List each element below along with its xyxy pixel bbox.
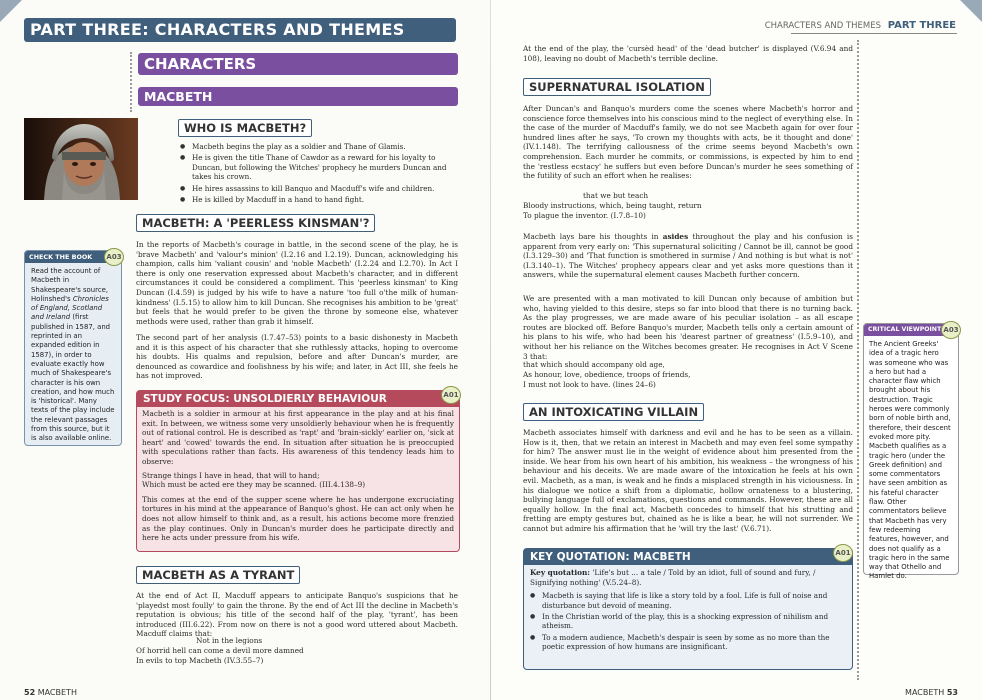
key-bullets [524, 591, 852, 651]
critical-badge: A03 [941, 321, 961, 339]
supernatural-quote-4: that which should accompany old age, [523, 360, 665, 369]
super-p2-bold: asides [662, 232, 689, 241]
key-bullet-3: ● To a modern audience, Macbeth's despair is seen by some as no more than the poetic expression of how humans are insignificant. [530, 633, 846, 652]
key-bullet-1: ● Macbeth is saying that life is like a story told by a fool. Life is full of noise and disturbance but devoid of meaning. [530, 591, 846, 610]
check-badge: A03 [104, 248, 124, 266]
tyrant-quote-1: Not in the legions [196, 636, 263, 645]
critical-viewpoint-text: The Ancient Greeks' idea of a tragic hero was someone who was a hero but had a character flaw which brought about his destruction. Tragic heroes were commonly born of noble birth and, therefore, their descent evoked more pity. Macbeth qualifies as a tragic hero (under the Greek definition) and some commentators have seen ambition as his fateful character flaw. Other commentators believe that Macbeth has very few redeeming features, however, and does not qualify as a tragic hero in the same way that Othello and Hamlet do. [869, 340, 951, 581]
supernatural-quote-1: that we but teach [583, 191, 649, 200]
footer-right-page-number: 53 [946, 688, 958, 697]
supernatural-paragraph-3: We are presented with a man motivated to kill Duncan only because of ambition but who, having yielded to this desire, steps so far into blood that there is no turning back. As the play progresses, we are made aware of his peculiar isolation – as all escape routes are blocked off. Before Banquo's murder, Macbeth tells only a certain amount of his plans to his wife, who had been his 'dearest partner of greatness' (I.5.9–10), and without her his reliance on the Witches becomes greater. He recognises in Act V Scene 3 that: [523, 294, 853, 361]
footer-left-title: MACBETH [37, 688, 77, 697]
who-bullet-2: ● He is given the title Thane of Cawdor as a reward for his loyalty to Duncan, but following the Witches' prophecy he murders Duncan and takes his crown. [180, 153, 460, 181]
check-text-post: (first published in 1587, and reprinted in an expanded edition in 1587), in order to evaluate exactly how much of Shakespeare's character is his own creation, and how much is 'historical'. Many texts of the play include the relevant passages from this source, but it is also available online. [31, 313, 115, 443]
macbeth-portrait [24, 118, 138, 200]
study-badge: A01 [441, 386, 461, 404]
who-bullets [180, 142, 460, 206]
right-intro: At the end of the play, the 'cursèd head' of the 'dead butcher' is displayed (V.6.94 and 108), leaving no doubt of Macbeth's terrible decline. [523, 44, 853, 63]
supernatural-quote-2: Bloody instructions, which, being taught, return [523, 201, 702, 210]
footer-right-title: MACBETH [905, 688, 945, 697]
villain-heading: AN INTOXICATING VILLAIN [523, 403, 704, 421]
corner-triangle-right [960, 0, 982, 22]
study-paragraph-2: This comes at the end of the supper scene where he has undergone excruciating tortures in his mind at the appearance of Banquo's ghost. He can act only when he does not allow himself to think and, as a result, his actions become more frenzied as the play continues. Only in Duncan's murder does he participate directly and here he acts under pressure from his wife. [142, 494, 454, 543]
section-title: CHARACTERS [138, 53, 458, 75]
tyrant-heading: MACBETH AS A TYRANT [136, 566, 300, 584]
villain-paragraph: Macbeth associates himself with darkness and evil and he has to be seen as a villain. How is it, then, that we retain an interest in Macbeth and may even feel some sympathy for him? The answer must lie in the weight of evidence about him presented from the inside. We hear from his own heart of his ambition, his weakness – the wrongness of his behaviour and his deceits. We are made aware of the intoxication he feels at his own evil. Macbeth, as a man, is weak and he finds a misplaced strength in his viciousness. In his dialogue we notice a shift from a diplomatic, hollow ornateness to a blustering, bullying language full of exclamations, questions and commands. However, these are all equally hollow. In the final act, Macbeth concedes to himself that his strutting and fretting are empty gestures but, chained as he is like a bear, he will not surrender. We cannot but admire his affirmation that he 'will try the last' (V.6.71). [523, 428, 853, 533]
footer-left-page-number: 52 [24, 688, 36, 697]
study-quote-1: Strange things I have in head, that will to hand; [142, 470, 320, 480]
check-the-book-text [25, 263, 121, 448]
tyrant-quote-2: Of horrid hell can come a devil more damned [136, 646, 304, 655]
key-quotation-box [523, 548, 853, 670]
supernatural-paragraph-2 [523, 232, 853, 280]
study-quote-2: Which must be acted ere they may be scanned. (III.4.138–9) [142, 480, 366, 490]
tyrant-quote-3: In evils to top Macbeth (IV.3.55–7) [136, 656, 264, 665]
supernatural-quote-6: I must not look to have. (lines 24–6) [523, 380, 656, 389]
dotted-rule-right [857, 40, 859, 680]
study-paragraph-1: Macbeth is a soldier in armour at his first appearance in the play and at his final exit. In between, we witness some very unsoldierly behaviour when he is frequently out of rational control. He is described as 'rapt' and 'brain-sickly' earlier on, 'sick at heart' and 'cowed' towards the end. In situation after situation he is preoccupied with speculations rather than facts. His awareness of this tendency leads him to observe: [142, 409, 454, 466]
who-heading: WHO IS MACBETH? [178, 119, 312, 137]
character-title: MACBETH [138, 87, 458, 106]
check-the-book-box [24, 250, 122, 446]
part-title: PART THREE: CHARACTERS AND THEMES [24, 18, 456, 42]
key-badge: A01 [833, 544, 853, 562]
check-the-book-head: CHECK THE BOOK [25, 251, 121, 263]
right-page [491, 0, 982, 700]
who-bullet-4: ● He is killed by Macduff in a hand to hand fight. [180, 195, 460, 204]
supernatural-quote-3: To plague the inventor. (I.7.8–10) [523, 211, 646, 220]
kinsman-heading: MACBETH: A 'PEERLESS KINSMAN'? [136, 214, 375, 232]
key-bullet-2: ● In the Christian world of the play, this is a shocking expression of nihilism and atheism. [530, 612, 846, 631]
super-p2-pre: Macbeth lays bare his thoughts in [523, 232, 663, 241]
supernatural-heading: SUPERNATURAL ISOLATION [523, 78, 711, 96]
key-quotation-label: Key quotation: [530, 568, 590, 577]
running-head [765, 20, 956, 31]
supernatural-paragraph-1: After Duncan's and Banquo's murders come the scenes where Macbeth's horror and conscience force themselves into his conscious mind to the neglect of everything else. In the case of the murder of Macduff's family, we do not see Macbeth again for over four hundred lines after he says, 'To crown my thoughts with acts, be it thought and done' (IV.1.148). The terrifying callousness of the crime seems beyond Macbeth's own comprehension. Each murder he commits, or commissions, is expected by him to end the 'restless ecstacy' he suffers but even before Duncan's murder he sees something of the futility of such an effort when he realises: [523, 104, 853, 181]
kinsman-paragraph-2: The second part of her analysis (I.7.47–53) points to a basic dishonesty in Macbeth and it is this aspect of his character that she ruthlessly attacks, hoping to overcome his doubts. His qualms and repulsion, before and after Duncan's murder, are denounced as cowardice and foolishness by his wife; and later, in Act III, she feels he has not improved. [136, 333, 458, 381]
super-p2-post: throughout the play and his confusion is apparent from very early on: 'This supernatural soliciting / Cannot be ill, cannot be good (I.3.129–30) and 'That function is smothered in surmise / And nothing is but what is not' (I.3.140–1). The Witches' prophecy appears clear and yet asks more questions than it answers, while the supernatural element causes Macbeth further concern. [523, 232, 853, 280]
key-quotation-head: KEY QUOTATION: MACBETH [524, 549, 852, 565]
kinsman-paragraph-1: In the reports of Macbeth's courage in battle, in the second scene of the play, he is 'brave Macbeth' and 'valour's minion' (I.2.16 and I.2.19). Duncan, acknowledging his champion, calls him 'valiant cousin' and 'noble Macbeth' (I.2.24 and I.2.70). In Act I there is only one reservation expressed about Macbeth's character, and in different circumstances it could be considered a compliment. This 'peerless kinsman' to King Duncan (I.4.59) is judged by his wife to have a nature 'too full o'the milk of human-kindness' (I.5.15) to allow him to kill Duncan. She recognises his ambition to be 'great' but feels that he would prefer to be given the throne by someone else, whatever methods were used, rather than grab it himself. [136, 240, 458, 326]
tyrant-paragraph: At the end of Act II, Macduff appears to anticipate Banquo's suspicions that he 'playedst most foully' to gain the throne. By the end of Act III the decline in Macbeth's reputation is obvious; his title of the second half of the play, 'tyrant', has been introduced (III.6.22). From now on there is not a good word uttered about Macbeth. Macduff claims that: [136, 591, 458, 639]
corner-triangle-left [0, 0, 22, 22]
critical-viewpoint-box [863, 323, 959, 581]
who-bullet-1: ● Macbeth begins the play as a soldier and Thane of Glamis. [180, 142, 460, 151]
key-quotation-text [524, 565, 852, 591]
supernatural-quote-5: As honour, love, obedience, troops of friends, [523, 370, 691, 379]
check-text-italic: Chronicles of England, Scotland and Ireland [31, 294, 109, 322]
portrait-image [24, 118, 138, 200]
footer-right [905, 688, 958, 697]
study-focus-head: STUDY FOCUS: UNSOLDIERLY BEHAVIOUR [137, 391, 459, 407]
study-focus-box [136, 390, 460, 552]
who-bullet-3: ● He hires assassins to kill Banquo and Macduff's wife and children. [180, 184, 460, 193]
dotted-rule-left [130, 52, 132, 112]
running-head-rule [791, 33, 957, 34]
running-head-part: PART THREE [887, 20, 956, 31]
critical-viewpoint-head: CRITICAL VIEWPOINT [864, 324, 958, 336]
check-text-pre: Read the account of Macbeth in Shakespeare's source, Holinshed's [31, 267, 109, 303]
running-head-text: CHARACTERS AND THEMES [764, 21, 882, 31]
footer-left [24, 688, 77, 697]
key-quotation-quote: 'Life's but ... a tale / Told by an idiot, full of sound and fury, / Signifying nothing' (V.5.24–8). [530, 568, 816, 587]
